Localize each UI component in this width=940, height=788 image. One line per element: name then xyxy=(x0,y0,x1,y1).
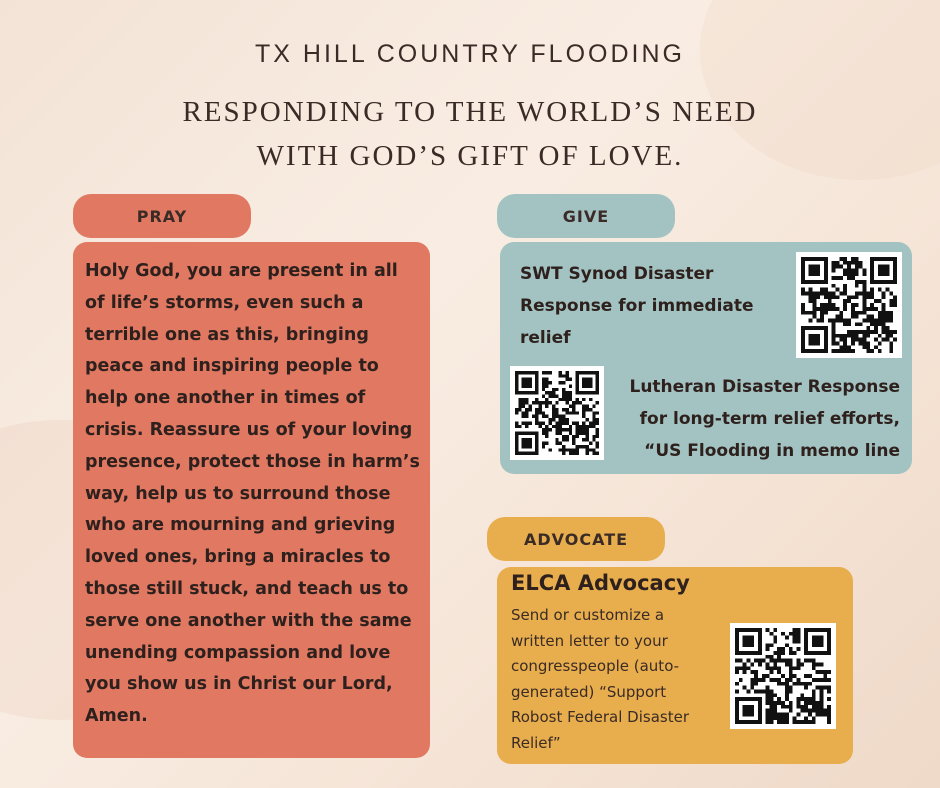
subtitle-line-2: WITH GOD’S GIFT OF LOVE. xyxy=(256,140,684,172)
give-card xyxy=(500,242,912,474)
elca-advocacy-qr-code[interactable] xyxy=(730,623,836,729)
qr-code-icon xyxy=(801,257,897,353)
advocate-card xyxy=(497,567,853,764)
advocacy-title: ELCA Advocacy xyxy=(511,571,690,595)
page-title: TX HILL COUNTRY FLOODING xyxy=(255,40,685,68)
pray-card xyxy=(73,242,430,758)
advocacy-text: Send or customize a written letter to your congresspeople (auto-generated) “Support Robost Federal Disaster Relief” xyxy=(511,606,689,752)
lutheran-disaster-give-text: Lutheran Disaster Response for long-term relief efforts, “US Flooding in memo line xyxy=(629,377,900,461)
page-subtitle xyxy=(0,90,940,178)
subtitle-line-1: RESPONDING TO THE WORLD’S NEED xyxy=(182,96,758,128)
lutheran-disaster-qr-code[interactable] xyxy=(510,366,604,460)
pray-tab: PRAY xyxy=(73,194,251,238)
advocate-tab: ADVOCATE xyxy=(487,517,665,561)
qr-code-icon xyxy=(515,371,599,455)
prayer-text: Holy God, you are present in all of life’s storms, even such a terrible one as this, bringing peace and inspiring people to help one another in times of crisis. Reassure us of your loving presence, protect those in harm’s way, help us to surround those who are mourning and grieving loved ones, bring a miracles to those still stuck, and teach us to serve one another with the same unending compassion and love you show us in Christ our Lord, Amen. xyxy=(85,261,420,727)
give-tab: GIVE xyxy=(497,194,675,238)
swt-synod-give-text: SWT Synod Disaster Response for immediate relief xyxy=(520,264,754,348)
qr-code-icon xyxy=(735,628,831,724)
swt-synod-qr-code[interactable] xyxy=(796,252,902,358)
